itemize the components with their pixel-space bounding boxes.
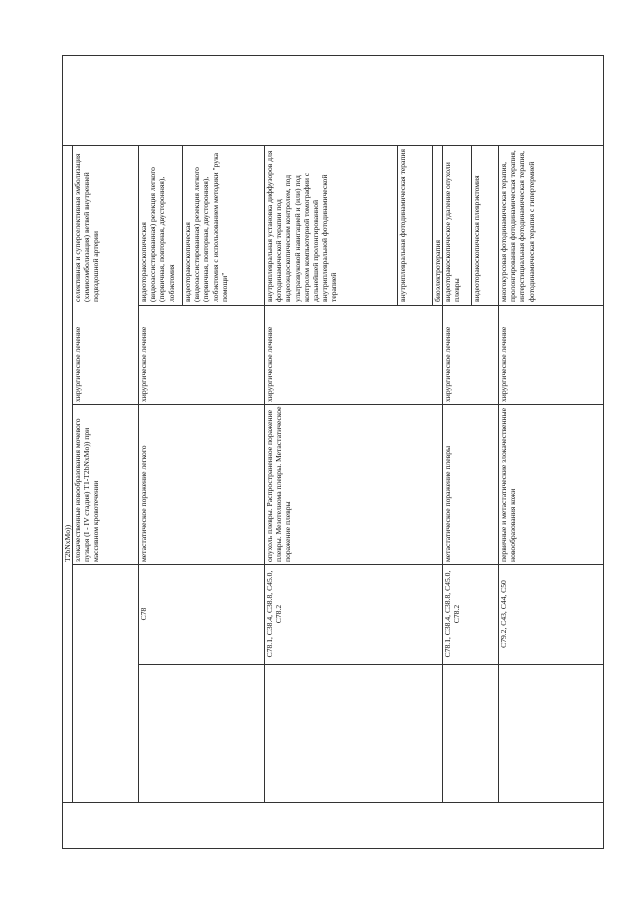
row5-code: C79.2, C43, C44, C50 (499, 580, 508, 648)
row3-code: C78.1, C38.4, C38.8, C45.0, C78.2 (265, 570, 284, 658)
row1-diagnosis: злокачественные новообразования мочевого пузыря (I - IV стадия) T1-T2bNxMo)) при массивном кровотечении (73, 418, 101, 562)
row2-diagnosis: метастатическое поражение легкого (139, 445, 148, 562)
row3-method-2: биоэлектротерапия (433, 240, 442, 302)
row4-method-1: видеоторакоскопическая плеврэктомия (472, 175, 481, 302)
row1-method-0: селективная и суперселективная эмболизация (химиоэмболизация) ветвей внутренней подвздошной артерии (73, 153, 101, 302)
row1-treatment-type: хирургическое лечение (73, 326, 82, 402)
row2-method-0: видеоторакоскопическая (видеоассистированная) резекция легкого (первичная, повторная, двусторонняя), лобэктомия (139, 167, 176, 302)
row4-code: C78.1, C38.4, C38.8, C45.0, C78.2 (443, 570, 462, 658)
row5-method-0: многокурсовая фотодинамическая терапия, пролонгированная фотодинамическая терапия, интерстициальная фотодинамическая терапия, фотодинамическая терапия с гипертермией (499, 150, 536, 302)
row2-method-1: видеоторакоскопическая (видеоассистированная) резекция легкого (первичная, повторная, двусторонняя), лобэктомия с использованием методики "рука помощи" (183, 152, 229, 302)
rotated-table-content (62, 147, 602, 847)
row5-treatment-type: хирургическое лечение (499, 326, 508, 402)
row3-method-1: внутриплевральная фотодинамическая терапия (398, 149, 407, 302)
row2-code: C78 (139, 607, 148, 621)
row2-treatment-type: хирургическое лечение (139, 326, 148, 402)
row3-diagnosis: опухоль плевры. Распространенное поражение плевры. Мезотелиома плевры. Метастатическое поражение плевры (265, 406, 293, 562)
row4-treatment-type: хирургическое лечение (443, 326, 452, 402)
row4-method-0: видеоторакоскопическое удаление опухоли плевры (443, 162, 462, 302)
row3-method-0: внутриплевральная установка диффузоров для фотодинамической терапии под видеоэндоскопическим контролем, под ультразвуковой навигацией и (или) под контролем компьютерной томографии с дальнейшей пролонгированной внутриплевральной фотодинамической терапией (265, 150, 339, 302)
row4-diagnosis: метастатическое поражение плевры (443, 445, 452, 562)
top-band-separator (62, 145, 604, 146)
row0-diagnosis: T2bNxMo)) (63, 524, 72, 562)
row5-diagnosis: первичные и метастатические злокачественные новообразования кожи (499, 408, 518, 562)
row3-treatment-type: хирургическое лечение (265, 326, 274, 402)
